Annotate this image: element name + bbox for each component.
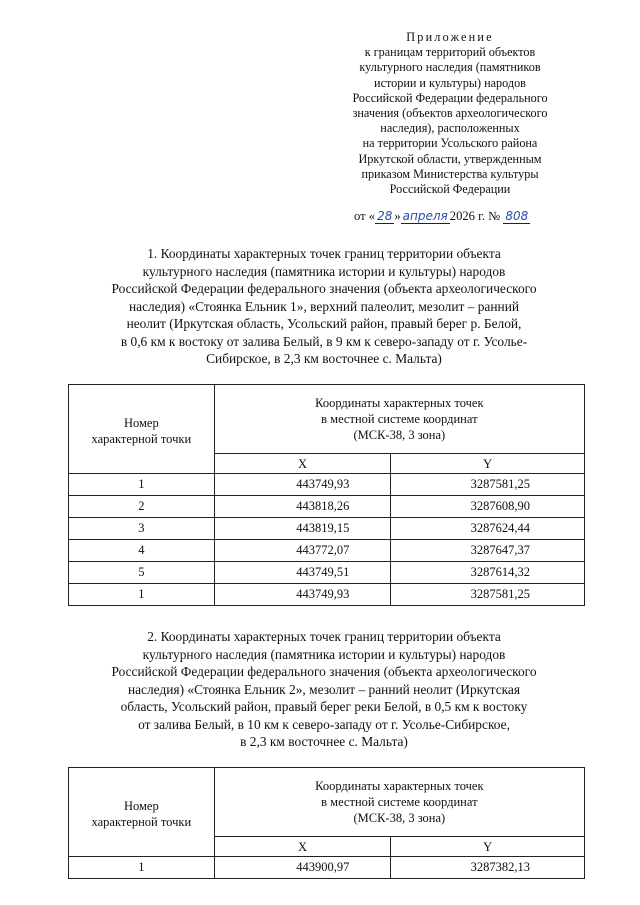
handwritten-day: 28 [377, 209, 393, 223]
y-value: 3287581,25 [391, 584, 585, 606]
point-number: 1 [69, 474, 215, 496]
order-prefix: от « [354, 209, 376, 223]
appendix-line: значения (объектов археологического [352, 106, 548, 121]
appendix-line: истории и культуры) народов [374, 75, 526, 90]
table-row [69, 540, 585, 562]
heading-line: культурного наследия (памятника истории и культуры) народов [142, 263, 506, 279]
table-row [69, 562, 585, 584]
appendix-line: на территории Усольского района [362, 136, 538, 151]
y-value: 3287624,44 [391, 518, 585, 540]
heading-line: неолит (Иркутская область, Усольский район, правый берег р. Белой, [126, 316, 522, 331]
appendix-line: Российской Федерации [389, 182, 511, 197]
col-coordinates-header: Координаты характерных точек в местной системе координат (МСК-38, 3 зона) [214, 768, 584, 837]
table-row [69, 474, 585, 496]
table-row [69, 496, 585, 518]
point-number: 5 [69, 562, 215, 584]
appendix-line: Иркутской области, утвержденным [358, 151, 542, 166]
heading-line: культурного наследия (памятника истории и культуры) народов [142, 646, 506, 662]
heading-line: Сибирское, в 2,3 км восточнее с. Мальта) [206, 351, 442, 366]
coordinates-table-2 [68, 767, 585, 879]
table-row [69, 584, 585, 606]
col-point-number-header: Номер характерной точки [69, 385, 215, 474]
col-x-header: X [214, 837, 391, 857]
order-year: 2026 г. № [449, 209, 501, 223]
x-value: 443772,07 [214, 540, 391, 562]
col-x-header: X [214, 454, 391, 474]
col-y-header: Y [391, 837, 585, 857]
x-value: 443749,51 [214, 562, 391, 584]
x-value: 443900,97 [214, 857, 391, 879]
table-row [69, 518, 585, 540]
appendix-header [330, 30, 570, 197]
point-number: 1 [69, 857, 215, 879]
y-value: 3287581,25 [391, 474, 585, 496]
heading-line: 1. Координаты характерных точек границ территории объекта [147, 246, 501, 261]
section-2-heading [64, 628, 584, 751]
point-number: 2 [69, 496, 215, 518]
y-value: 3287608,90 [391, 496, 585, 518]
x-value: 443749,93 [214, 584, 391, 606]
coordinates-table-1 [68, 384, 585, 606]
heading-line: наследия) «Стоянка Ельник 2», мезолит – ранний неолит (Иркутская [127, 681, 521, 697]
handwritten-order-number: 808 [505, 209, 529, 223]
col-y-header: Y [391, 454, 585, 474]
heading-line: от залива Белый, в 10 км к северо-западу от г. Усолье-Сибирское, [138, 716, 510, 732]
heading-line: Российской Федерации федерального значения (объекта археологического [111, 664, 537, 679]
appendix-title: Приложение [406, 30, 494, 44]
col-point-number-header: Номер характерной точки [69, 768, 215, 857]
appendix-line: приказом Министерства культуры [361, 166, 539, 181]
section-1-heading [64, 245, 584, 368]
handwritten-month: апреля [402, 209, 448, 223]
order-date-line [354, 209, 584, 224]
appendix-line: Российской Федерации федерального [352, 90, 548, 105]
heading-line: область, Усольский район, правый берег реки Белой, в 0,5 км к востоку [120, 699, 528, 714]
heading-line: Российской Федерации федерального значения (объекта археологического [111, 281, 537, 296]
x-value: 443749,93 [214, 474, 391, 496]
y-value: 3287647,37 [391, 540, 585, 562]
appendix-line: к границам территорий объектов [364, 45, 536, 60]
appendix-line: наследия), расположенных [380, 121, 520, 136]
col-coordinates-header: Координаты характерных точек в местной системе координат (МСК-38, 3 зона) [214, 385, 584, 454]
heading-line: в 2,3 км восточнее с. Мальта) [240, 734, 408, 749]
point-number: 4 [69, 540, 215, 562]
x-value: 443819,15 [214, 518, 391, 540]
appendix-line: культурного наследия (памятников [359, 60, 541, 75]
y-value: 3287614,32 [391, 562, 585, 584]
point-number: 3 [69, 518, 215, 540]
heading-line: наследия) «Стоянка Ельник 1», верхний палеолит, мезолит – ранний [128, 298, 520, 314]
heading-line: в 0,6 км к востоку от залива Белый, в 9 км к северо-западу от г. Усолье- [120, 333, 528, 349]
order-mid: » [394, 209, 401, 223]
heading-line: 2. Координаты характерных точек границ территории объекта [147, 629, 501, 644]
y-value: 3287382,13 [391, 857, 585, 879]
point-number: 1 [69, 584, 215, 606]
x-value: 443818,26 [214, 496, 391, 518]
table-row [69, 857, 585, 879]
